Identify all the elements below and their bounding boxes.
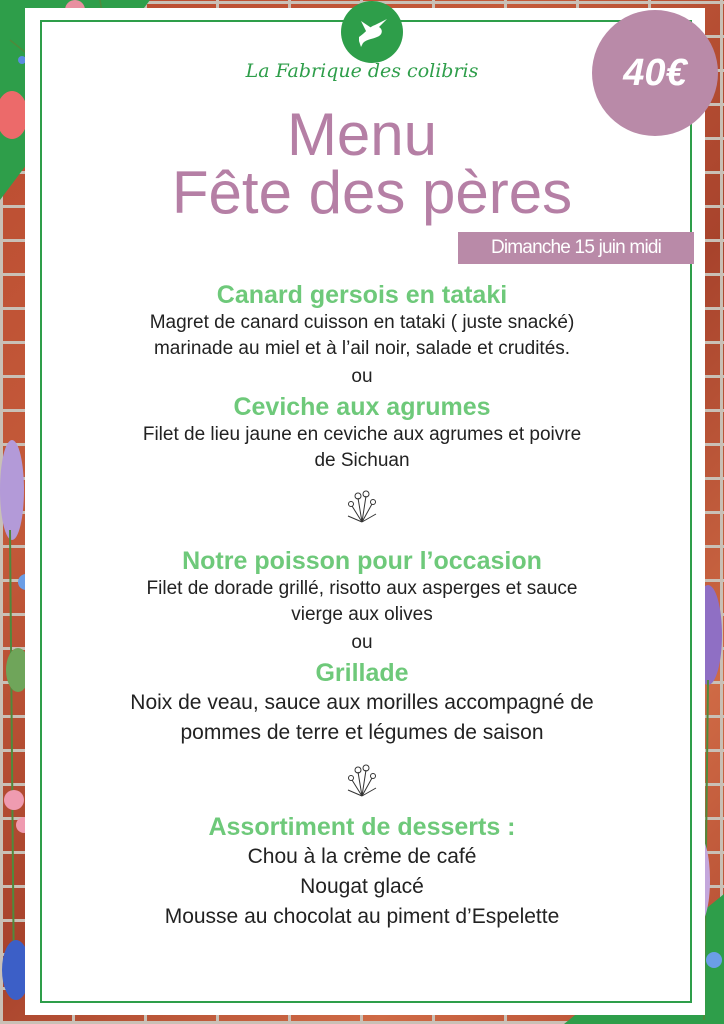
price-label: 40€: [623, 51, 687, 94]
brand-name: La Fabrique des colibris: [245, 60, 479, 82]
dish-description: Filet de dorade grillé, risotto aux asperges et sauce vierge aux olives: [146, 578, 578, 625]
dish-title: Notre poisson pour l’occasion: [182, 547, 542, 575]
date-banner: Dimanche 15 juin midi: [458, 232, 694, 264]
wildflower-sketch-icon: [342, 488, 382, 524]
or-separator: ou: [351, 632, 373, 653]
dish-description: Magret de canard cuisson en tataki ( juste snacké) marinade au miel et à l’ail noir, salade et crudités.: [149, 312, 575, 359]
logo-badge: [341, 1, 403, 63]
hummingbird-icon: [353, 13, 391, 51]
or-separator: ou: [351, 366, 373, 387]
dessert-list: Chou à la crème de café Nougat glacé Mousse au chocolat au piment d’Espelette: [164, 845, 560, 928]
menu-title: Menu: [286, 101, 438, 168]
menu-subtitle: Fête des pères: [171, 159, 573, 226]
dish-title: Ceviche aux agrumes: [233, 393, 491, 421]
dish-title: Canard gersois en tataki: [216, 281, 508, 309]
menu-content: [40, 280, 684, 932]
dish-description: Filet de lieu jaune en ceviche aux agrumes et poivre de Sichuan: [142, 424, 582, 471]
dish-title: Assortiment de desserts :: [208, 813, 516, 841]
wildflower-sketch-icon: [342, 762, 382, 798]
dish-description: Noix de veau, sauce aux morilles accompagné de pommes de terre et légumes de saison: [130, 691, 594, 744]
dish-title: Grillade: [315, 659, 409, 687]
